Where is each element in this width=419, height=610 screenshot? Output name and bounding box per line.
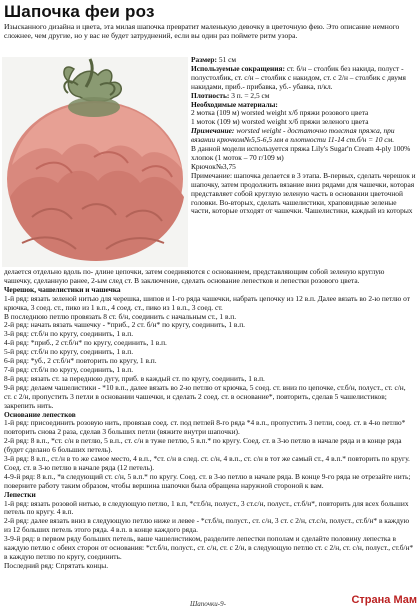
instruction-line: 6-й ряд: *уб., 2 ст.б/н* повторить по кругу, 1 в.п.	[4, 356, 157, 366]
instruction-line: Последний ряд: Спрятать концы.	[4, 560, 109, 570]
intro-paragraph: Изысканного дизайна и цвета, эта милая шапочка превратит маленькую девочку в цветочную фею. Это описание немного сложнее, чем другие, но у вас не будет затруднений, если вы один раз поймете ритм узора.	[4, 22, 400, 41]
instruction-line: 2-й ряд: далее вязать вниз в следующую петлю ниже и левее - *ст.б/н, полуст., ст. с/н, 3 ст. с 2/н, ст.с/н, полуст., ст.б/н* в каждую из 12 больших петель этого ряда. 4 в.п. в конце каждого ряда.	[4, 516, 410, 535]
instruction-line: В последнюю петлю провязать 8 ст. б/н, соединить с начальным ст., 1 в.п.	[4, 311, 237, 321]
page-title: Шапочка феи роз	[4, 2, 155, 21]
instruction-line: 2-й ряд: начать вязать чашечку - *приб., 2 ст. б/н* по кругу, соединить, 1 в.п.	[4, 320, 246, 330]
remark-paragraph: Примечание: шапочка делается в 3 этапа. В-первых, сделать черешок и шапочку, затем продолжить вязание вниз рядами для чашечки, которая представляет собой круглую зеленую часть в основании цветочной головки. Во-вторых, сделать чашелистики, храповидные зеленые части, которые отходят от чашечки. Чашелистики, каждый из которых	[191, 170, 416, 216]
site-watermark: Страна Мам	[351, 594, 417, 606]
used-yarn-line: В данной модели используется пряжа Lily's Sugar'n Cream 4-ply 100% хлопок (1 моток – 70 г/109 м)	[191, 144, 411, 162]
instruction-line: 5-й ряд: ст.б/н по кругу, соединить, 1 в.п.	[4, 347, 134, 357]
instruction-line: 9-й ряд: делаем чашелистики - *10 в.п., далее вязать во 2-ю петлю от крючка, 5 соед. ст. вниз по цепочке, ст.б/н, полуст., ст. с/н, ст. с 2/н, пропустить 3 петли в основании чашечки, и сделать 2 соед. ст. в основание*, повторить, сделав 5 чашелистиков; закрепить нить.	[4, 382, 406, 410]
instruction-line: 2-й ряд: 8 в.п., *ст. с/н в петлю, 5 в.п., ст. с/н в туже петлю, 5 в.п.* по кругу. Соед. ст. в 3-ю петлю в начале ряда и в конце ряда (будет сделано 6 больших петель).	[4, 436, 402, 455]
section-heading: Основание лепестков	[4, 409, 76, 419]
instruction-line: 4-й ряд: *приб., 2 ст.б/н* по кругу, соединить, 1 в.п.	[4, 338, 167, 348]
page-footer: Шапочки-9-	[190, 600, 226, 608]
material-1: 2 мотка (109 м) worsted weight х/б пряжи розового цвета	[191, 108, 369, 118]
density-label: Плотность:	[191, 90, 230, 100]
continuation-text	[4, 268, 414, 571]
section-heading: Черешок, чашелистики и чашечка	[4, 284, 121, 294]
density-value: 3 п. = 2,5 см	[231, 90, 270, 100]
instruction-line: 3-9-й ряд: в первом ряду больших петель, ваше чашелистиком, разделите лепестки пополам и сделайте половину лепестка в каждую петлю с обеих сторон от основания: *ст.б/н, полуст., ст. с/н, ст. с 2/н, в следующую петлю ст. с 2/н, ст. с/н, полуст., ст.б/н* в каждую петлю по кругу, соединить.	[4, 534, 414, 561]
note-label: Примечание:	[191, 126, 235, 136]
materials-label: Необходимые материалы:	[191, 99, 278, 109]
instruction-line: 1-й ряд: вязать зеленой нитью для черешка, шипов и 1-го ряда чашечки, набрать цепочку из 12 в.п. Далее вязать во 2-ю петлю от крючка, 3 соед. ст., пико из 1 в.п., 4 соед. ст., пико из 1 в.п., 3 соед. ст.	[4, 293, 411, 312]
instruction-line: 1-й ряд: вязать розовой нитью, в следующую петлю, 1 в.п, *ст.б/н, полуст., 3 ст.с/н, полуст., ст.б/н*, повторить для всех больших петель по кругу. 4 в.п.	[4, 498, 409, 517]
specs-block	[191, 56, 416, 216]
instruction-line: 1-й ряд: присоединить розовую нить, провязав соед. ст. под петлей 8-го ряда *4 в.п., пропустить 3 петли, соед. ст. в 4-ю петлю* повторить снова 2 раза, сделав 3 больших петли (вяжите внутри шапочки).	[4, 418, 406, 437]
instruction-line: 7-й ряд: ст.б/н по кругу, соединить, 1 в.п.	[4, 364, 134, 374]
rose-hat-photo	[2, 57, 188, 267]
size-value: 51 см	[218, 55, 237, 64]
section-heading: Лепестки	[4, 489, 36, 499]
instruction-line: 3-й ряд: 8 в.п., ст./н в то же самое место, 4 в.п., *ст. с/н в след. ст. с/н, 4 в.п., ст. с/н в тот же самый ст., 4 в.п.* повторить по кругу. Соед. ст. в 3-ю петлю в начале ряда (12 петель).	[4, 454, 410, 472]
abbr-value: ст. б/н – столбик без накида, полуст - полустолбик, ст. с/н – столбик с накидом, ст. с 2/н – столбик с двумя накидами, приб.- прибавка, уб.- убавка, п/кл.	[191, 63, 406, 91]
instruction-line: 4-9-й ряд: 8 в.п., *в следующий ст. с/н, 5 в.п.* по кругу. Соед. ст. в 3-ю петлю в начале ряда. В конце 9-го ряда не отрезайте нить; поверните работу таким образом, чтобы вершина шапочки была обращена наружной стороной к вам.	[4, 471, 411, 490]
abbr-label: Используемые сокращения:	[191, 63, 285, 73]
size-label: Размер:	[191, 55, 217, 64]
hook-line: Крючок№3,75	[191, 161, 236, 171]
body-line: делается отдельно вдоль по- длине цепочки, затем соединяются с основанием, представляющим собой зеленую круглую чашечку, сделанную ранее, 2-ым след ст. В заключение, сделать основание лепестков и лепестки розового цвета.	[4, 267, 385, 285]
material-2: 1 моток (109 м) worsted weight х/б пряжи зеленого цвета	[191, 117, 369, 127]
instruction-line: 8-й ряд: вязать ст. за переднюю дугу, приб. в каждый ст. по кругу, соединить, 1 в.п.	[4, 373, 265, 383]
abbr-line	[191, 65, 416, 92]
note-value: worsted weight - достаточно толстая пряжа, при вязании крючком№5,5-6,5 мм в плотности 11-14 ст.б/н = 10 см.	[191, 126, 395, 145]
instruction-line: 3-й ряд: ст.б/н по кругу, соединить, 1 в.п.	[4, 329, 134, 339]
rose-hat-illustration	[2, 57, 188, 267]
note-line	[191, 127, 416, 145]
